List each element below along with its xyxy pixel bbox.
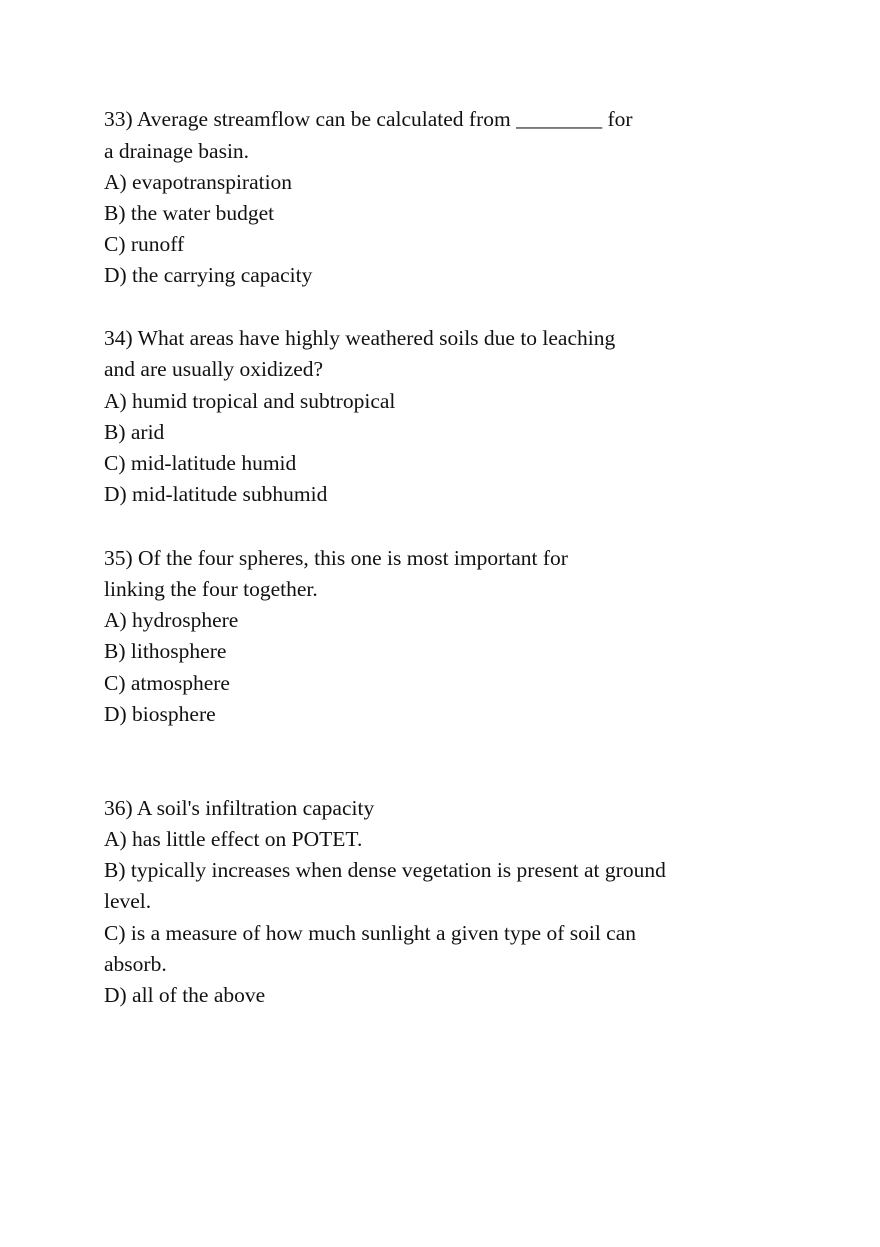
question-33-option-b: B) the water budget xyxy=(104,201,275,225)
question-36-option-d: D) all of the above xyxy=(104,983,266,1007)
question-36-option-b-continuation: level. xyxy=(104,889,152,913)
question-35-option-d: D) biosphere xyxy=(104,702,216,726)
question-34-option-d: D) mid-latitude subhumid xyxy=(104,482,328,506)
question-33-option-d: D) the carrying capacity xyxy=(104,263,313,287)
question-34-option-c: C) mid-latitude humid xyxy=(104,451,297,475)
question-34-stem-line-2: and are usually oxidized? xyxy=(104,357,324,381)
question-34-option-b: B) arid xyxy=(104,420,165,444)
question-34-option-a: A) humid tropical and subtropical xyxy=(104,389,396,413)
question-33-stem-line-2: a drainage basin. xyxy=(104,139,250,163)
question-35-stem-line-2: linking the four together. xyxy=(104,577,318,601)
question-36-option-c-continuation: absorb. xyxy=(104,952,167,976)
question-33-stem-line-1: 33) Average streamflow can be calculated from ________ for xyxy=(104,107,633,131)
question-33-option-a: A) evapotranspiration xyxy=(104,170,293,194)
question-35-option-a: A) hydrosphere xyxy=(104,608,239,632)
question-36-option-c: C) is a measure of how much sunlight a given type of soil can xyxy=(104,921,637,945)
question-36-option-b: B) typically increases when dense vegetation is present at ground xyxy=(104,858,666,882)
question-35-option-c: C) atmosphere xyxy=(104,671,230,695)
question-35-stem-line-1: 35) Of the four spheres, this one is most important for xyxy=(104,546,568,570)
question-34-stem-line-1: 34) What areas have highly weathered soils due to leaching xyxy=(104,326,616,350)
question-36-option-a: A) has little effect on POTET. xyxy=(104,827,363,851)
question-33-option-c: C) runoff xyxy=(104,232,185,256)
question-35-option-b: B) lithosphere xyxy=(104,639,227,663)
question-36-stem-line-1: 36) A soil's infiltration capacity xyxy=(104,796,375,820)
